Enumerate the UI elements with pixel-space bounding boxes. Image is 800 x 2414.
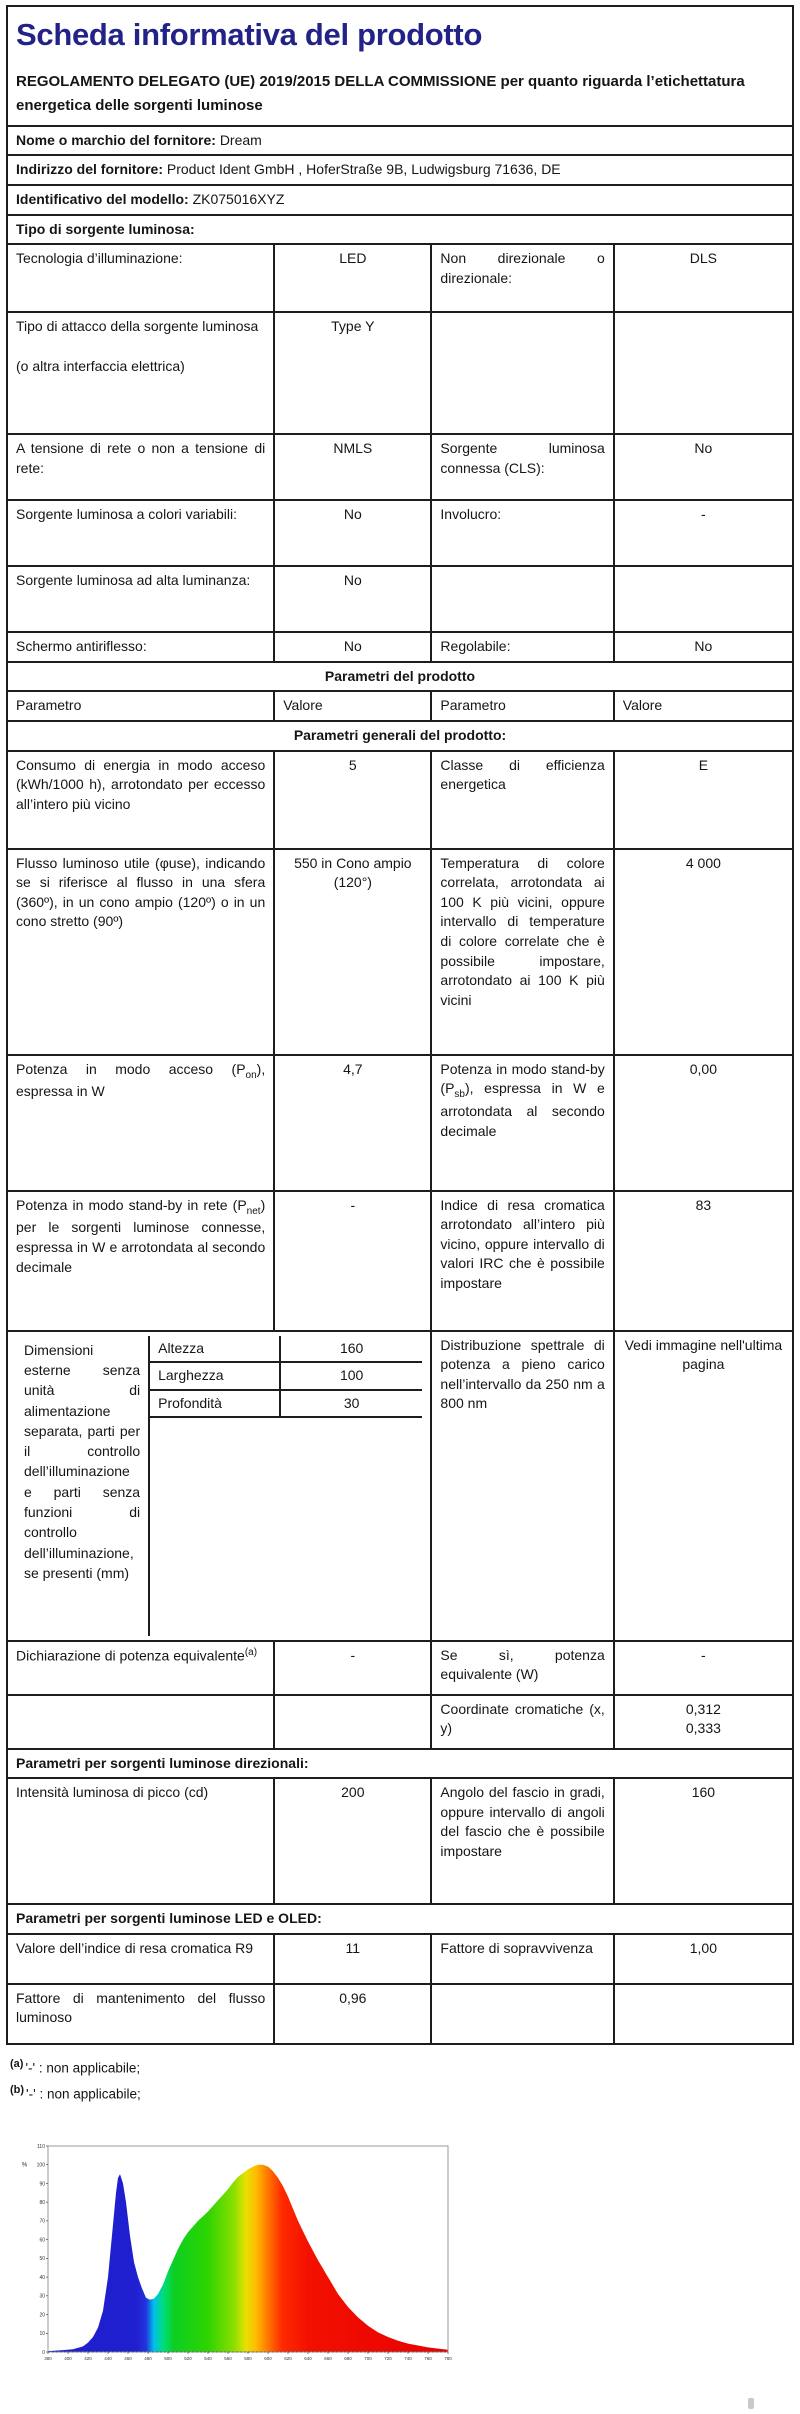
footnote-b <box>10 2081 800 2107</box>
directional-header: Parametri per sorgenti luminose direzionali: <box>7 1749 793 1779</box>
table-row <box>7 1778 793 1904</box>
svg-text:10: 10 <box>39 2331 45 2338</box>
value-cell: E <box>614 751 793 849</box>
param-cell <box>431 1984 613 2044</box>
supplier-name-row <box>7 126 793 156</box>
svg-text:50: 50 <box>39 2256 45 2263</box>
title-row <box>7 6 793 126</box>
regulation-text: REGOLAMENTO DELEGATO (UE) 2019/2015 DELLA COMMISSIONE per quanto riguarda l’etichettatura energetica delle sorgenti luminose <box>16 73 745 114</box>
model-id-row <box>7 185 793 215</box>
svg-text:420: 420 <box>84 2356 92 2362</box>
param-cell <box>7 1641 274 1695</box>
table-row <box>7 312 793 434</box>
footnote-a-marker: (a) <box>10 2057 24 2070</box>
value-cell: 200 <box>274 1778 431 1904</box>
value-cell <box>614 1984 793 2044</box>
value-cell <box>274 1695 431 1749</box>
svg-text:60: 60 <box>39 2237 45 2244</box>
directional-header-row <box>7 1749 793 1779</box>
value-cell: 0,96 <box>274 1984 431 2044</box>
param-cell <box>7 1695 274 1749</box>
table-row <box>7 434 793 500</box>
param-subscript: on <box>245 1069 257 1081</box>
value-cell: Vedi immagine nell'ultima pagina <box>614 1331 793 1641</box>
value-cell: No <box>614 632 793 662</box>
param-text: ), espressa in W e arrotondata al secondo decimale <box>440 1080 605 1139</box>
svg-text:380: 380 <box>44 2356 52 2362</box>
svg-text:70: 70 <box>39 2219 45 2226</box>
dimensions-subtable <box>150 1336 422 1636</box>
general-params-header-row <box>7 721 793 751</box>
led-oled-header-row <box>7 1904 793 1934</box>
value-cell: 160 <box>614 1778 793 1904</box>
param-cell: Sorgente luminosa connessa (CLS): <box>431 434 613 500</box>
footnote-b-text: '-' : non applicabile; <box>26 2086 141 2102</box>
supplier-address-value: Product Ident GmbH , HoferStraße 9B, Ludwigsburg 71636, DE <box>166 161 561 178</box>
value-cell: No <box>614 434 793 500</box>
value-cell: 4 000 <box>614 849 793 1055</box>
param-line-1: Tipo di attacco della sorgente luminosa <box>16 318 259 335</box>
product-params-header-row <box>7 662 793 692</box>
product-params-header: Parametri del prodotto <box>7 662 793 692</box>
table-row <box>7 1055 793 1191</box>
svg-text:460: 460 <box>124 2356 132 2362</box>
dimensions-row <box>7 1331 793 1641</box>
svg-text:20: 20 <box>39 2312 45 2319</box>
column-header-value: Valore <box>274 691 431 721</box>
param-text: Dichiarazione di potenza equivalente <box>16 1647 245 1664</box>
svg-text:90: 90 <box>39 2181 45 2188</box>
value-cell: No <box>274 566 431 632</box>
type-section-header: Tipo di sorgente luminosa: <box>7 215 793 245</box>
param-cell <box>7 312 274 434</box>
svg-text:40: 40 <box>39 2275 45 2282</box>
table-row <box>7 566 793 632</box>
scan-artifact <box>748 2398 754 2409</box>
value-cell <box>614 566 793 632</box>
param-text: Potenza in modo acceso (P <box>16 1060 246 1077</box>
svg-text:640: 640 <box>304 2356 312 2362</box>
dimensions-label: Dimensioni esterne senza unità di alimentazione separata, parti per il controllo dell’illuminazione e parti senza funzioni di controllo dell’illuminazione, se presenti (mm) <box>16 1336 150 1636</box>
dimension-subrow <box>150 1363 422 1391</box>
value-cell: 550 in Cono ampio (120°) <box>274 849 431 1055</box>
value-cell: 1,00 <box>614 1934 793 1984</box>
param-cell: Temperatura di colore correlata, arrotondata ai 100 K più vicini, oppure intervallo di temperature di colore correlate che è possibile impostare, arrotondato ai 100 K più vicini <box>431 849 613 1055</box>
svg-text:620: 620 <box>284 2356 292 2362</box>
svg-text:520: 520 <box>184 2356 192 2362</box>
param-cell: Classe di efficienza energetica <box>431 751 613 849</box>
product-information-sheet <box>0 5 800 2377</box>
param-cell: A tensione di rete o non a tensione di rete: <box>7 434 274 500</box>
param-text: Potenza in modo stand-by (P <box>440 1060 605 1097</box>
param-cell: Distribuzione spettrale di potenza a pieno carico nell’intervallo da 250 nm a 800 nm <box>431 1331 613 1641</box>
dimension-value: 100 <box>281 1363 423 1391</box>
supplier-name-value: Dream <box>219 131 262 148</box>
supplier-name-label: Nome o marchio del fornitore: <box>16 131 216 148</box>
param-superscript: (a) <box>244 1646 258 1658</box>
param-cell: Tecnologia d’illuminazione: <box>7 244 274 312</box>
svg-text:440: 440 <box>104 2356 112 2362</box>
value-cell: DLS <box>614 244 793 312</box>
param-text: ) per le sorgenti luminose connesse, espressa in W e arrotondata al secondo decimale <box>16 1196 266 1275</box>
value-cell: 0,00 <box>614 1055 793 1191</box>
param-cell: Fattore di mantenimento del flusso luminoso <box>7 1984 274 2044</box>
column-header-param: Parametro <box>7 691 274 721</box>
dimension-subrow <box>150 1391 422 1419</box>
column-header-value: Valore <box>614 691 793 721</box>
column-header-row <box>7 691 793 721</box>
svg-text:80: 80 <box>39 2200 45 2207</box>
param-cell <box>7 1055 274 1191</box>
svg-text:0: 0 <box>42 2350 45 2357</box>
param-cell: Valore dell’indice di resa cromatica R9 <box>7 1934 274 1984</box>
svg-text:110: 110 <box>37 2144 45 2151</box>
value-cell <box>614 1695 793 1749</box>
spectral-power-distribution-chart <box>20 2136 456 2372</box>
dimensions-cell <box>7 1331 431 1641</box>
value-cell: - <box>614 500 793 566</box>
svg-text:740: 740 <box>404 2356 412 2362</box>
svg-text:600: 600 <box>264 2356 272 2362</box>
value-cell: 11 <box>274 1934 431 1984</box>
table-row <box>7 500 793 566</box>
value-cell: 83 <box>614 1191 793 1331</box>
footnote-a-text: '-' : non applicabile; <box>25 2060 141 2076</box>
param-cell <box>431 1055 613 1191</box>
svg-text:100: 100 <box>36 2162 45 2169</box>
value-cell: NMLS <box>274 434 431 500</box>
param-cell: Involucro: <box>431 500 613 566</box>
value-cell <box>614 312 793 434</box>
svg-text:780: 780 <box>444 2356 452 2362</box>
dimension-name: Altezza <box>150 1336 281 1364</box>
model-id-cell <box>7 185 793 215</box>
value-cell: 4,7 <box>274 1055 431 1191</box>
svg-text:580: 580 <box>244 2356 252 2362</box>
svg-text:480: 480 <box>144 2356 152 2362</box>
svg-text:500: 500 <box>164 2356 172 2362</box>
table-row <box>7 1695 793 1749</box>
footnote-a <box>10 2055 800 2081</box>
table-row <box>7 1984 793 2044</box>
value-cell: No <box>274 632 431 662</box>
param-subscript: net <box>246 1205 261 1217</box>
svg-text:560: 560 <box>224 2356 232 2362</box>
chromaticity-y: 0,333 <box>685 1720 721 1737</box>
param-cell: Consumo di energia in modo acceso (kWh/1000 h), arrotondato per eccesso all’intero più vicino <box>7 751 274 849</box>
page-title: Scheda informativa del prodotto <box>16 17 483 52</box>
footnote-b-marker: (b) <box>10 2083 25 2096</box>
document-frame <box>6 5 794 2045</box>
value-cell: 5 <box>274 751 431 849</box>
param-cell: Angolo del fascio in gradi, oppure intervallo di angoli del fascio che è possibile impostare <box>431 1778 613 1904</box>
dimensions-layout <box>16 1336 422 1636</box>
led-oled-header: Parametri per sorgenti luminose LED e OLED: <box>7 1904 793 1934</box>
param-cell: Se sì, potenza equivalente (W) <box>431 1641 613 1695</box>
dimension-value: 30 <box>281 1391 423 1419</box>
param-subscript: sb <box>454 1089 465 1101</box>
param-cell: Flusso luminoso utile (φuse), indicando se si riferisce al flusso in una sfera (360º), in un cono ampio (120º) o in un cono stretto (90º) <box>7 849 274 1055</box>
svg-text:680: 680 <box>344 2356 352 2362</box>
table-row <box>7 1191 793 1331</box>
table-row <box>7 244 793 312</box>
svg-text:30: 30 <box>39 2294 45 2301</box>
column-header-param: Parametro <box>431 691 613 721</box>
supplier-address-label: Indirizzo del fornitore: <box>16 161 163 178</box>
svg-text:700: 700 <box>364 2356 372 2362</box>
value-cell: LED <box>274 244 431 312</box>
svg-text:%: % <box>22 2163 28 2170</box>
param-text: Potenza in modo stand-by in rete (P <box>16 1196 247 1213</box>
value-cell: - <box>274 1191 431 1331</box>
general-params-header: Parametri generali del prodotto: <box>7 721 793 751</box>
type-section-header-row <box>7 215 793 245</box>
supplier-address-cell <box>7 155 793 185</box>
table-row <box>7 1934 793 1984</box>
param-cell: Regolabile: <box>431 632 613 662</box>
svg-text:720: 720 <box>384 2356 392 2362</box>
param-cell <box>431 566 613 632</box>
param-cell: Fattore di sopravvivenza <box>431 1934 613 1984</box>
param-text: ), espressa in W <box>16 1060 266 1100</box>
value-cell: - <box>614 1641 793 1695</box>
supplier-address-row <box>7 155 793 185</box>
param-cell: Coordinate cromatiche (x, y) <box>431 1695 613 1749</box>
svg-text:400: 400 <box>64 2356 72 2362</box>
param-cell: Intensità luminosa di picco (cd) <box>7 1778 274 1904</box>
param-cell: Sorgente luminosa a colori variabili: <box>7 500 274 566</box>
svg-text:540: 540 <box>204 2356 212 2362</box>
svg-text:660: 660 <box>324 2356 332 2362</box>
model-id-value: ZK075016XYZ <box>192 191 285 208</box>
value-cell: - <box>274 1641 431 1695</box>
dimension-subrow <box>150 1336 422 1364</box>
table-row <box>7 751 793 849</box>
spectral-chart-container <box>20 2136 456 2377</box>
param-cell <box>7 1191 274 1331</box>
param-cell <box>431 312 613 434</box>
dimension-name: Larghezza <box>150 1363 281 1391</box>
value-cell: No <box>274 500 431 566</box>
chromaticity-x: 0,312 <box>685 1700 721 1717</box>
param-cell: Indice di resa cromatica arrotondato all’intero più vicino, oppure intervallo di valori IRC che è possibile impostare <box>431 1191 613 1331</box>
value-cell: Type Y <box>274 312 431 434</box>
param-cell: Non direzionale o direzionale: <box>431 244 613 312</box>
model-id-label: Identificativo del modello: <box>16 191 189 208</box>
table-row <box>7 849 793 1055</box>
supplier-name-cell <box>7 126 793 156</box>
title-cell <box>7 6 793 126</box>
dimension-name: Profondità <box>150 1391 281 1419</box>
table-row <box>7 1641 793 1695</box>
table-row <box>7 632 793 662</box>
param-cell: Schermo antiriflesso: <box>7 632 274 662</box>
sheet-table <box>6 5 794 2045</box>
param-line-2: (o altra interfaccia elettrica) <box>16 357 185 374</box>
param-cell: Sorgente luminosa ad alta luminanza: <box>7 566 274 632</box>
svg-text:760: 760 <box>424 2356 432 2362</box>
dimension-value: 160 <box>281 1336 423 1364</box>
footnotes <box>10 2055 800 2107</box>
